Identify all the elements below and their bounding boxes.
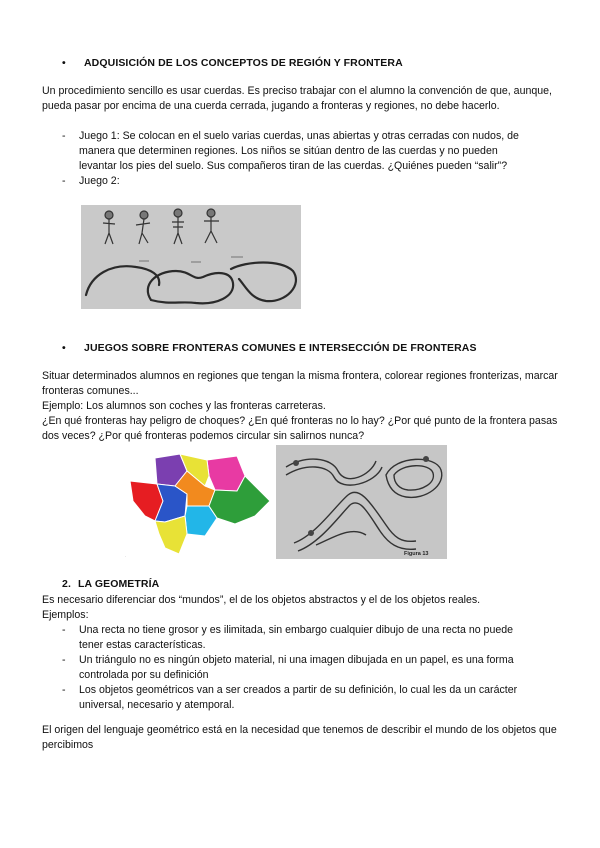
games-list: [62, 129, 532, 189]
list-dash: -: [62, 684, 66, 696]
list-item: [62, 129, 532, 174]
list-item: [62, 623, 532, 653]
heading-title: LA GEOMETRÍA: [78, 578, 160, 590]
heading-number: 2.: [62, 578, 71, 590]
paragraph-line: Ejemplo: Los alumnos son coches y las fronteras carreteras.: [42, 400, 326, 412]
list-item-text: Un triángulo no es ningún objeto material, ni una imagen dibujada en un papel, es una forma controlada por su definición: [79, 654, 514, 681]
list-item-text: Una recta no tiene grosor y es ilimitada, sin embargo cualquier dibujo de una recta no puede tener estas características.: [79, 624, 514, 651]
section-heading-geometry: [62, 578, 159, 590]
paragraph-closing: [42, 723, 562, 753]
geometry-examples-list: [62, 623, 532, 713]
paragraph-text: El origen del lenguaje geométrico está en la necesidad que tenemos de describir el mundo de los objetos que percibimos: [42, 724, 557, 751]
section-heading-regions: [62, 57, 403, 69]
list-item-text: Juego 1: Se colocan en el suelo varias cuerdas, unas abiertas y otras cerradas con nudos, de manera que determinen regiones. Los niños se sitúan dentro de las cuerdas y no pueden levantar los pies del suelo. Sus compañeros tiran de las cuerdas. ¿Quiénes pueden “salir”?: [79, 130, 519, 172]
figure-caption: Figura 13: [404, 551, 429, 557]
paragraph-borders: [42, 369, 562, 444]
paragraph-line: Ejemplos:: [42, 609, 89, 621]
list-item: [62, 174, 532, 189]
heading-title: ADQUISICIÓN DE LOS CONCEPTOS DE REGIÓN Y FRONTERA: [84, 57, 403, 69]
paragraph-line: Es necesario diferenciar dos “mundos”, el de los objetos abstractos y el de los objetos reales.: [42, 594, 481, 606]
paragraph-text: Un procedimiento sencillo es usar cuerdas. Es preciso trabajar con el alumno la convención de que, aunque, pueda pasar por encima de una cuerda cerrada, jugando a fronteras y regiones, no debe hacerlo.: [42, 85, 552, 112]
heading-bullet: •: [62, 57, 66, 69]
list-dash: -: [62, 654, 66, 666]
roads-illustration: [276, 445, 447, 559]
list-dash: -: [62, 130, 66, 142]
section-heading-borders: [62, 342, 477, 354]
paragraph-line: Situar determinados alumnos en regiones que tengan la misma frontera, colorear regiones fronterizas, marcar fronteras comunes...: [42, 370, 558, 397]
ropes-illustration: [81, 205, 301, 309]
paragraph-geometry-intro: [42, 593, 562, 623]
list-item-text: Los objetos geométricos van a ser creados a partir de su definición, lo cual les da un carácter universal, necesario y atemporal.: [79, 684, 518, 711]
region-yellow-south: [155, 516, 187, 554]
regions-map: [125, 446, 275, 558]
list-dash: -: [62, 624, 66, 636]
heading-bullet: •: [62, 342, 66, 354]
list-item-text: Juego 2:: [79, 175, 120, 187]
heading-title: JUEGOS SOBRE FRONTERAS COMUNES E INTERSECCIÓN DE FRONTERAS: [84, 342, 477, 354]
list-item: [62, 683, 532, 713]
paragraph-line: ¿En qué fronteras hay peligro de choques? ¿En qué fronteras no lo hay? ¿Por qué punto de la frontera pasas dos veces? ¿Por qué fronteras podemos circular sin salirnos nunca?: [42, 415, 558, 442]
list-item: [62, 653, 532, 683]
svg-text:.: .: [125, 553, 127, 558]
paragraph-intro: [42, 84, 562, 114]
list-dash: -: [62, 175, 66, 187]
